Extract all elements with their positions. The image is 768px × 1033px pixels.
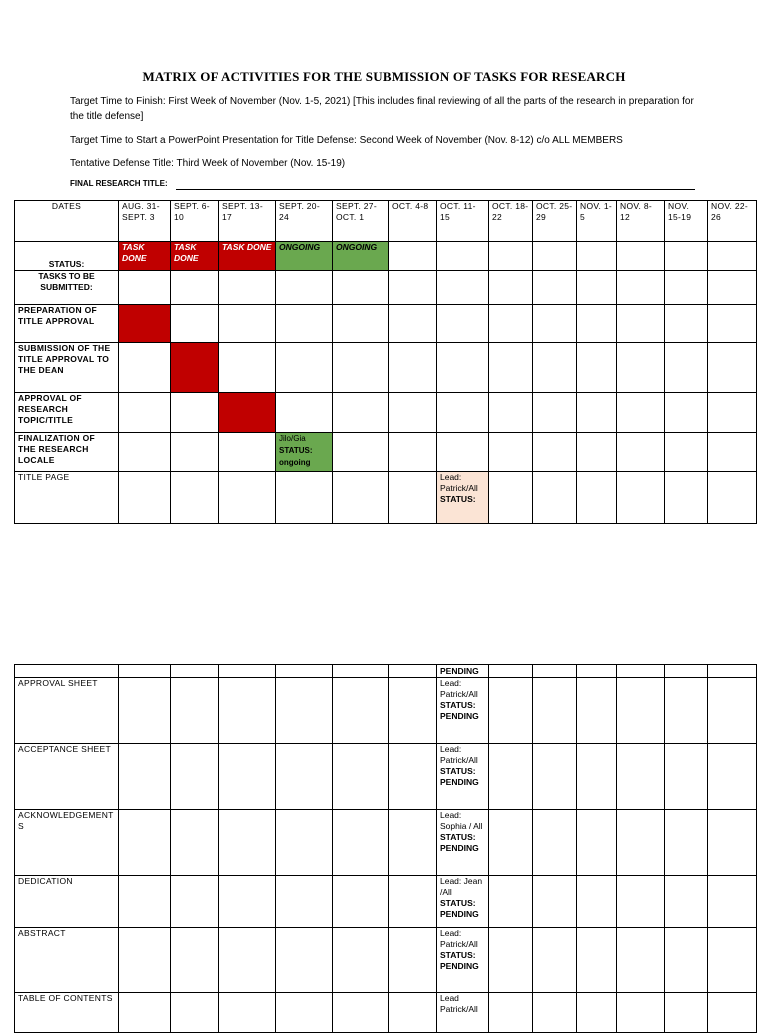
schedule-block [171,343,219,393]
target-finish-note: Target Time to Finish: First Week of November (Nov. 1-5, 2021) [This includes final reviewing of all the parts of the research in preparation for the title defense] [70,96,694,122]
lead-cell [437,810,489,876]
tentative-defense-note: Tentative Defense Title: Third Week of November (Nov. 15-19) [70,158,346,169]
status-cell: TASK DONE [171,242,219,271]
task-label: TITLE PAGE [15,472,119,524]
status-value: PENDING [440,843,479,853]
date-col-8: OCT. 18-22 [489,201,533,242]
lead-cell [437,678,489,744]
status-label: STATUS: [440,494,476,504]
lead-cell [437,993,489,1033]
date-col-12: NOV. 15-19 [665,201,708,242]
status-value: ongoing [279,458,311,467]
task-label: FINALIZATION OF THE RESEARCH LOCALE [15,433,119,472]
schedule-block [219,393,276,433]
date-col-1: AUG. 31- SEPT. 3 [119,201,171,242]
final-title-label: FINAL RESEARCH TITLE: [70,179,168,188]
status-cell: ONGOING [276,242,333,271]
schedule-block [119,305,171,343]
date-col-9: OCT. 25-29 [533,201,577,242]
lead-text: Lead: Patrick/All [440,928,478,949]
status-value: PENDING [440,961,479,971]
task-label: ACCEPTANCE SHEET [15,744,119,810]
date-col-13: NOV. 22-26 [708,201,757,242]
status-label: STATUS: [440,832,476,842]
date-col-6: OCT. 4-8 [389,201,437,242]
task-label: PREPARATION OF TITLE APPROVAL [15,305,119,343]
task-label: APPROVAL SHEET [15,678,119,744]
lead-text: Jilo/Gia [279,434,306,443]
status-label: STATUS: [279,446,313,455]
date-col-2: SEPT. 6- 10 [171,201,219,242]
task-label: DEDICATION [15,876,119,928]
lead-cell [437,876,489,928]
date-col-5: SEPT. 27- OCT. 1 [333,201,389,242]
lead-text: Lead: Sophia / All [440,810,483,831]
status-cell: ONGOING [333,242,389,271]
date-col-10: NOV. 1-5 [577,201,617,242]
date-col-3: SEPT. 13- 17 [219,201,276,242]
status-value: PENDING [440,711,479,721]
status-value: PENDING [440,909,479,919]
dates-label: DATES [15,201,119,242]
status-label: STATUS: [15,242,119,271]
task-label: ABSTRACT [15,928,119,993]
task-label: SUBMISSION OF THE TITLE APPROVAL TO THE DEAN [15,343,119,393]
status-label: STATUS: [440,950,476,960]
status-cell: TASK DONE [119,242,171,271]
lead-text: Lead: Patrick/All [440,472,478,493]
carry-status: PENDING [437,665,489,678]
status-value: PENDING [440,777,479,787]
tasks-heading: TASKS TO BE SUBMITTED: [15,271,119,305]
status-label: STATUS: [440,700,476,710]
date-col-11: NOV. 8- 12 [617,201,665,242]
schedule-block [276,433,333,472]
target-ppt-note: Target Time to Start a PowerPoint Presentation for Title Defense: Second Week of November (Nov. 8-12) c/o ALL MEMBERS [70,135,623,146]
activity-matrix-page2 [14,664,757,1033]
lead-text: Lead Patrick/All [440,993,478,1014]
task-label: ACKNOWLEDGEMENTS [15,810,119,876]
document-title: MATRIX OF ACTIVITIES FOR THE SUBMISSION OF TASKS FOR RESEARCH [142,69,626,84]
lead-text: Lead: Patrick/All [440,744,478,765]
lead-cell [437,744,489,810]
task-label: APPROVAL OF RESEARCH TOPIC/TITLE [15,393,119,433]
lead-text: Lead: Jean /All [440,876,483,897]
lead-text: Lead: Patrick/All [440,678,478,699]
final-title-line [176,189,695,190]
status-label: STATUS: [440,898,476,908]
lead-cell [437,472,489,524]
lead-cell [437,928,489,993]
status-cell: TASK DONE [219,242,276,271]
date-col-7: OCT. 11-15 [437,201,489,242]
status-label: STATUS: [440,766,476,776]
activity-matrix-page1 [14,200,757,524]
date-col-4: SEPT. 20-24 [276,201,333,242]
task-label: TABLE OF CONTENTS [15,993,119,1033]
